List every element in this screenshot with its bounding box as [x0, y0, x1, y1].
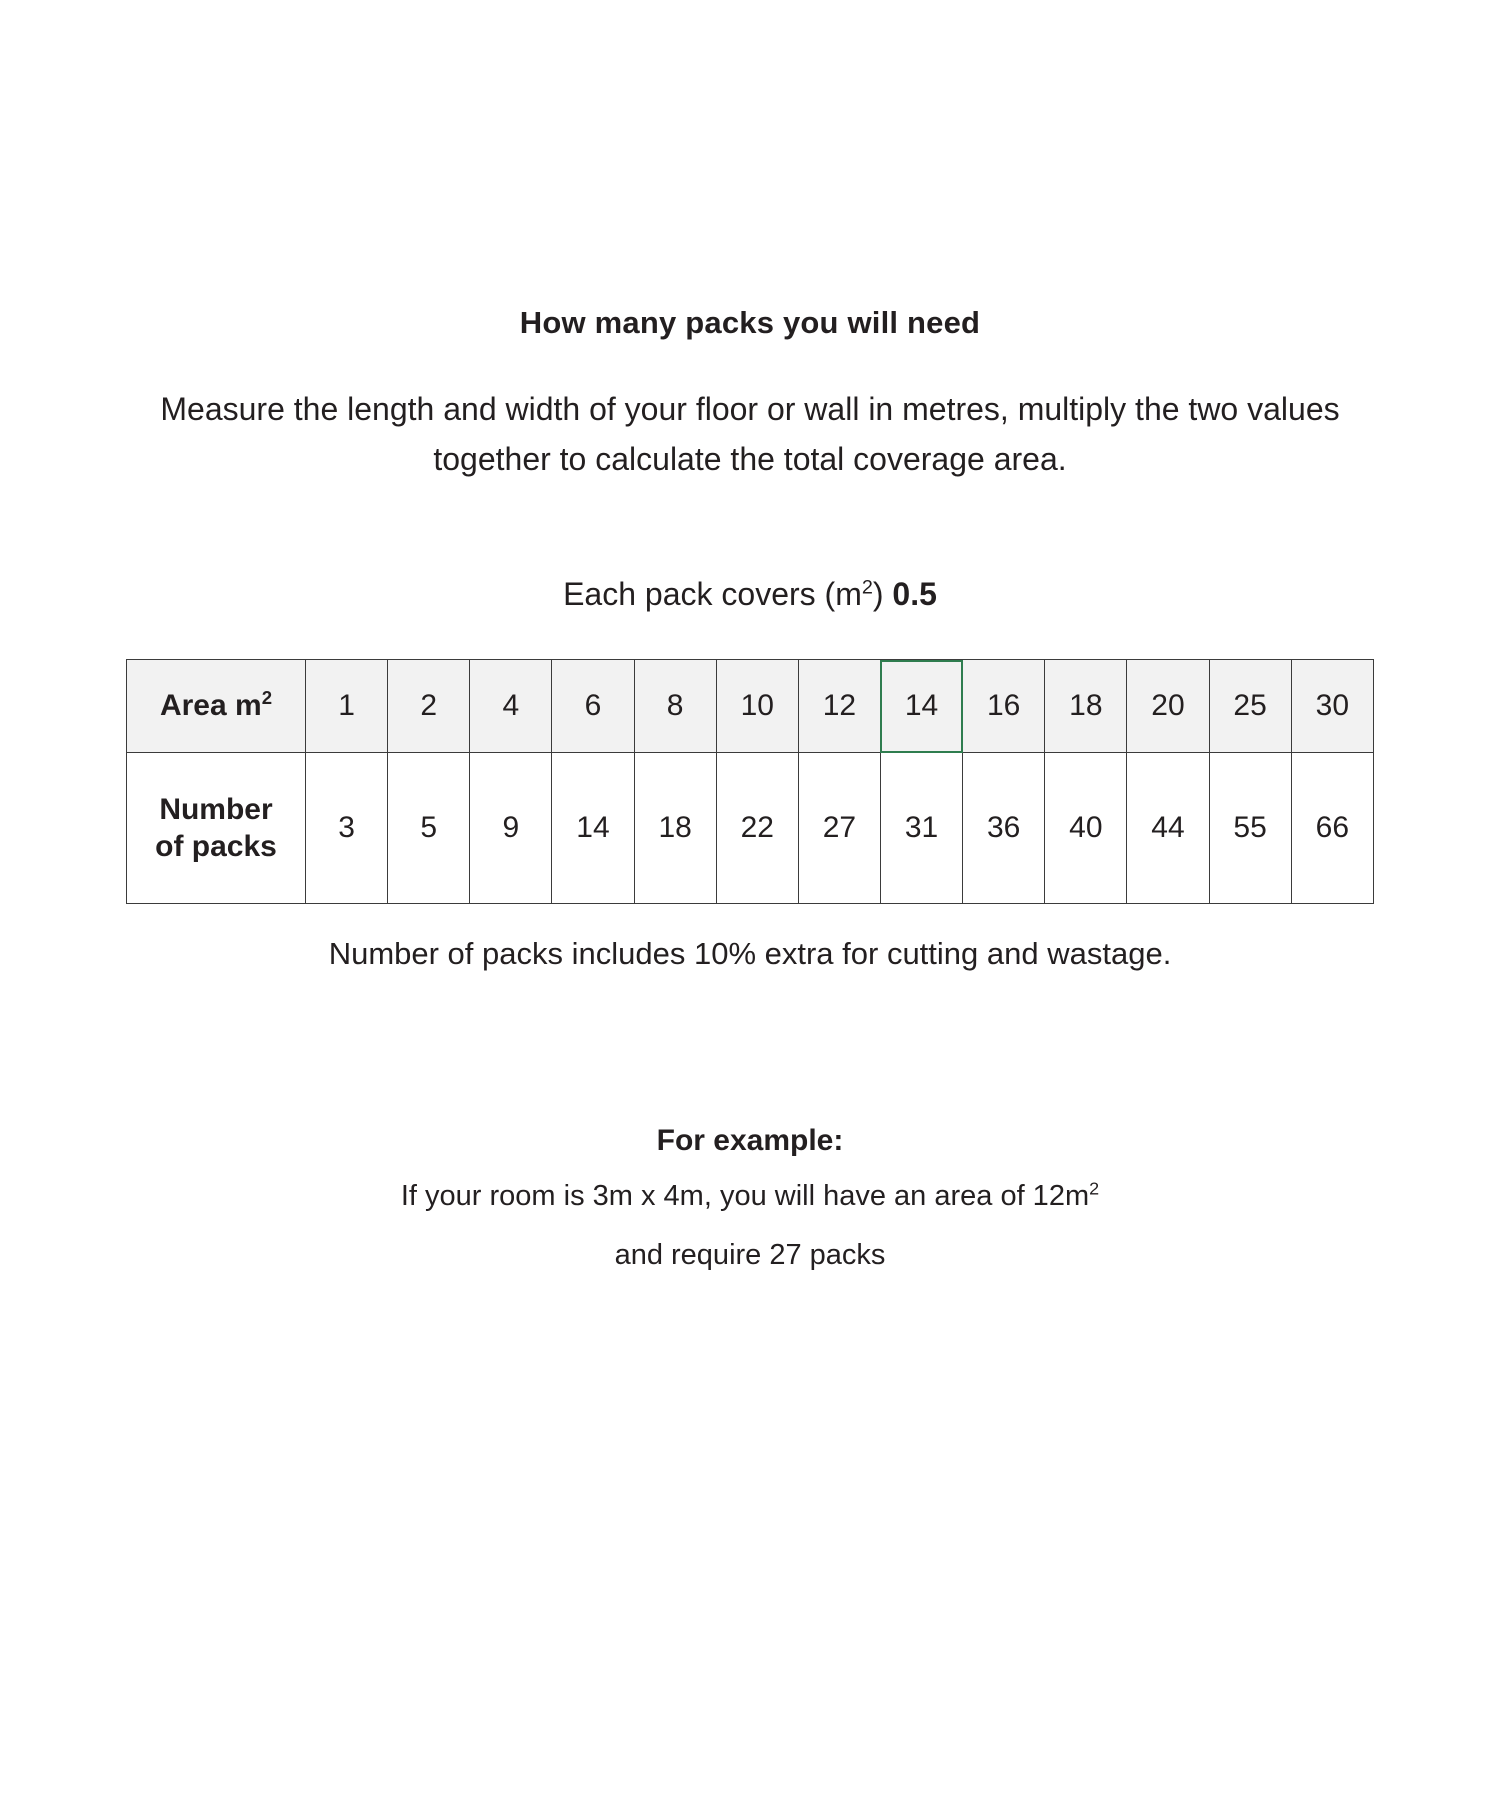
row-label-packs-line2: of packs	[155, 830, 277, 864]
intro-text: Measure the length and width of your floor or wall in metres, multiply the two values together to calculate the total coverage area.	[160, 391, 1340, 477]
packs-calculator-page	[0, 305, 1500, 1805]
area-cell[interactable]: 12	[798, 660, 880, 753]
coverage-exponent: 2	[861, 576, 873, 599]
area-cell[interactable]: 8	[634, 660, 716, 753]
coverage-table-wrapper	[126, 659, 1374, 904]
page-title: How many packs you will need	[519, 305, 981, 340]
packs-cell[interactable]: 18	[634, 753, 716, 904]
area-cell[interactable]: 25	[1209, 660, 1291, 753]
coverage-table	[126, 659, 1374, 904]
area-cell[interactable]: 6	[552, 660, 634, 753]
area-cell[interactable]: 2	[388, 660, 470, 753]
coverage-value: 0.5	[892, 576, 937, 613]
example-line-1-text: If your room is 3m x 4m, you will have an area of 12m	[400, 1180, 1090, 1213]
area-cell[interactable]: 20	[1127, 660, 1209, 753]
packs-cell[interactable]: 44	[1127, 753, 1209, 904]
row-label-packs-line1: Number	[159, 792, 273, 826]
packs-cell[interactable]: 36	[963, 753, 1045, 904]
packs-cell[interactable]: 22	[716, 753, 798, 904]
area-cell[interactable]: 16	[963, 660, 1045, 753]
packs-cell[interactable]: 14	[552, 753, 634, 904]
packs-cell[interactable]: 66	[1291, 753, 1373, 904]
example-line-1-exponent: 2	[1089, 1178, 1100, 1199]
example-heading: For example:	[656, 1124, 844, 1158]
coverage-suffix: )	[872, 576, 884, 613]
example-line-2: and require 27 packs	[614, 1239, 886, 1272]
row-label-area-text: Area m	[159, 689, 262, 723]
table-row-packs	[127, 753, 1374, 904]
area-cell[interactable]: 4	[470, 660, 552, 753]
wastage-note: Number of packs includes 10% extra for cutting and wastage.	[328, 936, 1172, 972]
packs-cell[interactable]: 3	[306, 753, 388, 904]
packs-cell[interactable]: 55	[1209, 753, 1291, 904]
area-cell[interactable]: 18	[1045, 660, 1127, 753]
coverage-line	[0, 576, 1500, 613]
row-label-area-exponent: 2	[261, 687, 273, 709]
packs-cell[interactable]: 40	[1045, 753, 1127, 904]
packs-cell[interactable]: 9	[470, 753, 552, 904]
area-cell[interactable]: 1	[306, 660, 388, 753]
area-cell[interactable]: 30	[1291, 660, 1373, 753]
row-label-packs	[127, 753, 306, 904]
coverage-prefix: Each pack covers (m	[563, 576, 862, 613]
packs-cell[interactable]: 27	[798, 753, 880, 904]
table-row-area	[127, 660, 1374, 753]
example-line-1	[0, 1180, 1500, 1213]
packs-cell-selected[interactable]: 31	[880, 753, 962, 904]
packs-cell[interactable]: 5	[388, 753, 470, 904]
area-cell-selected[interactable]: 14	[880, 660, 962, 753]
area-cell[interactable]: 10	[716, 660, 798, 753]
row-label-area	[127, 660, 306, 753]
